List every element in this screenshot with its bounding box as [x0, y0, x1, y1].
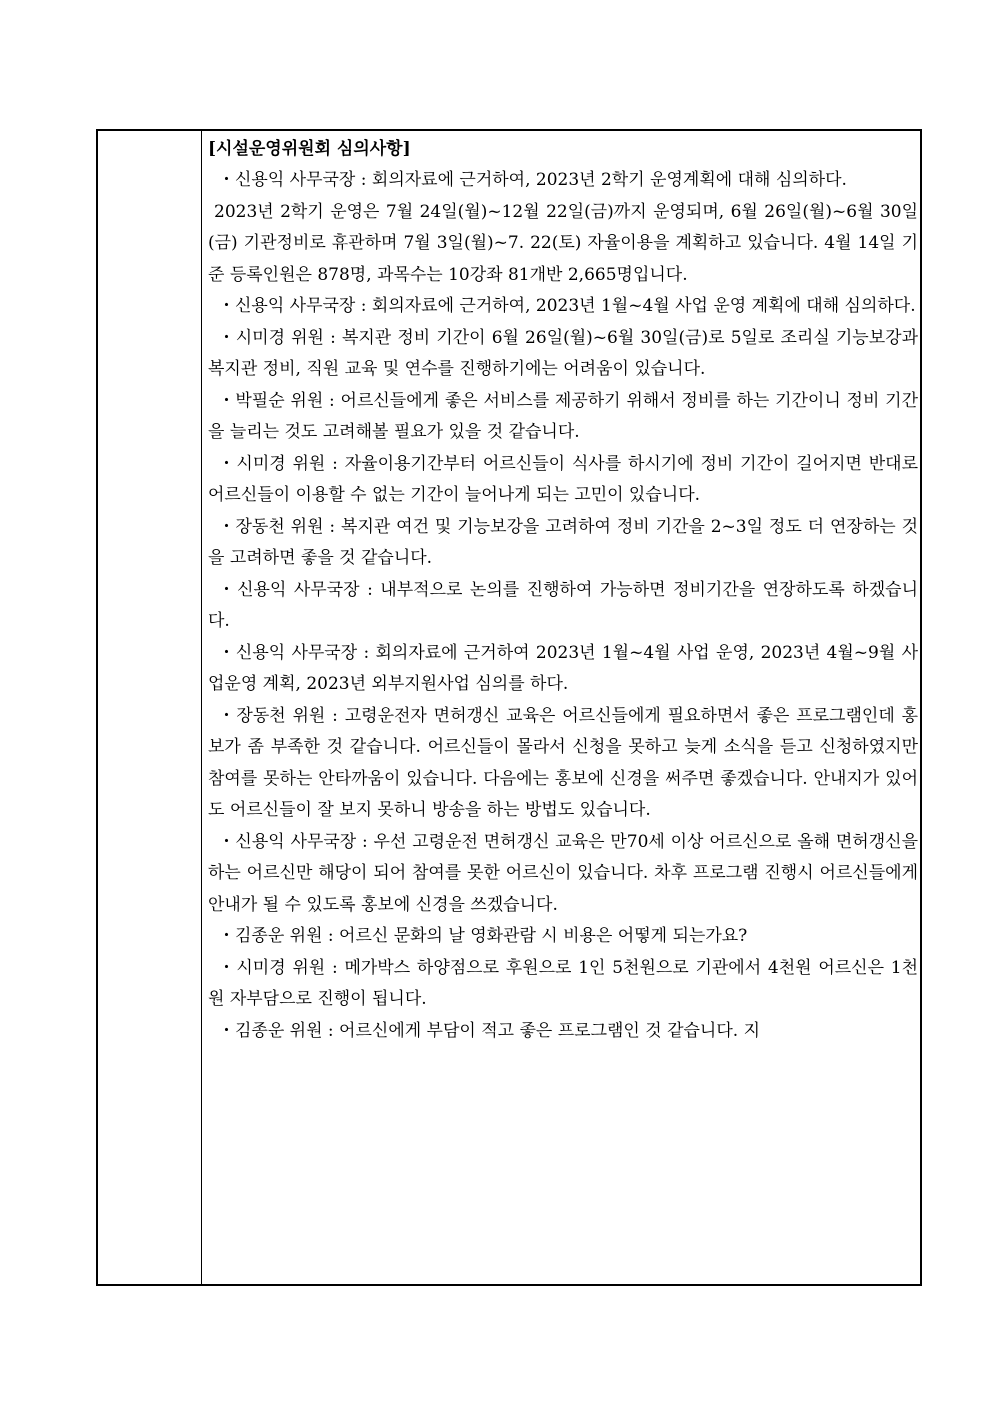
paragraph: ・김종운 위원 : 어르신에게 부담이 적고 좋은 프로그램인 것 같습니다. 지: [218, 1020, 760, 1041]
section-title: [시설운영위원회 심의사항]: [208, 139, 411, 159]
paragraph: ・시미경 위원 : 자율이용기간부터 어르신들이 식사를 하시기에 정비 기간이 길어지면 반대로 어르신들이 이용할 수 없는 기간이 늘어나게 되는 고민이 있습니다.: [208, 453, 918, 505]
paragraph: ・장동천 위원 : 복지관 여건 및 기능보강을 고려하여 정비 기간을 2~3일 정도 더 연장하는 것을 고려하면 좋을 것 같습니다.: [208, 516, 918, 568]
paragraph: ・시미경 위원 : 메가박스 하양점으로 후원으로 1인 5천원으로 기관에서 4천원 어르신은 1천원 자부담으로 진행이 됩니다.: [208, 957, 918, 1009]
paragraph: ・신용익 사무국장 : 회의자료에 근거하여, 2023년 1월~4월 사업 운영 계획에 대해 심의하다.: [218, 296, 916, 316]
paragraph: ・장동천 위원 : 고령운전자 면허갱신 교육은 어르신들에게 필요하면서 좋은 프로그램인데 홍보가 좀 부족한 것 같습니다. 어르신들이 몰라서 신청을 못하고 늦게 소식을 듣고 신청하였지만 참여를 못하는 안타까움이 있습니다. 다음에는 홍보에 신경을 써주면 좋겠습니다. 안내지가 있어도 어르신들이 잘 보지 못하니 방송을 하는 방법도 있습니다.: [208, 705, 918, 820]
paragraph: 2023년 2학기 운영은 7월 24일(월)~12월 22일(금)까지 운영되며, 6월 26일(월)~6월 30일(금) 기관정비로 휴관하며 7월 3일(월)~7. 22(토) 자율이용을 계획하고 있습니다. 4월 14일 기준 등록인원은 878명, 과목수는 10강좌 81개반 2,665명입니다.: [208, 201, 918, 285]
paragraph: ・김종운 위원 : 어르신 문화의 날 영화관람 시 비용은 어떻게 되는가요?: [218, 926, 748, 946]
content-cell: [202, 131, 920, 1284]
paragraph: ・시미경 위원 : 복지관 정비 기간이 6월 26일(월)~6월 30일(금)로 5일로 조리실 기능보강과 복지관 정비, 직원 교육 및 연수를 진행하기에는 어려움이 있습니다.: [208, 327, 918, 379]
paragraph: ・신용익 사무국장 : 우선 고령운전 면허갱신 교육은 만70세 이상 어르신으로 올해 면허갱신을 하는 어르신만 해당이 되어 참여를 못한 어르신이 있습니다. 차후 프로그램 진행시 어르신들에게 안내가 될 수 있도록 홍보에 신경을 쓰겠습니다.: [208, 831, 918, 915]
minutes-table: [96, 129, 922, 1286]
paragraph: ・박필순 위원 : 어르신들에게 좋은 서비스를 제공하기 위해서 정비를 하는 기간이니 정비 기간을 늘리는 것도 고려해볼 필요가 있을 것 같습니다.: [208, 390, 918, 442]
paragraph: ・신용익 사무국장 : 내부적으로 논의를 진행하여 가능하면 정비기간을 연장하도록 하겠습니다.: [208, 579, 918, 631]
paragraph: ・신용익 사무국장 : 회의자료에 근거하여 2023년 1월~4월 사업 운영, 2023년 4월~9월 사업운영 계획, 2023년 외부지원사업 심의를 하다.: [208, 642, 918, 694]
label-cell: [98, 131, 202, 1284]
paragraph: ・신용익 사무국장 : 회의자료에 근거하여, 2023년 2학기 운영계획에 대해 심의하다.: [218, 170, 847, 190]
